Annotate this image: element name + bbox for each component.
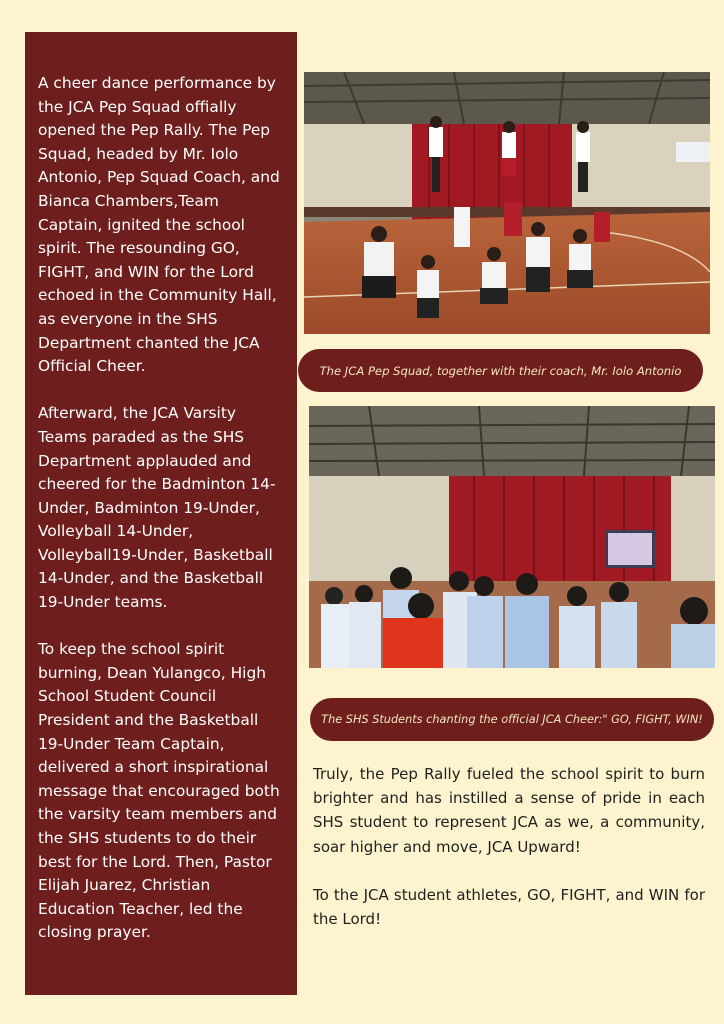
paragraph-closing: To keep the school spirit burning, Dean Yulangco, High School Student Council President and the Basketball 19-Under Team Captain, delivered a short inspirational message that encouraged both the varsity team members and the SHS students to do their best for the Lord. Then, Pastor Elijah Juarez, Christian Education Teacher, led the closing prayer. [38,640,280,942]
paragraph-pep-squad: A cheer dance performance by the JCA Pep Squad offially opened the Pep Rally. The Pep Squad, headed by Mr. Iolo Antonio, Pep Squad Coach, and Bianca Chambers,Team Captain, ignited the school spirit. The resounding GO, FIGHT, and WIN for the Lord echoed in the Community Hall, as everyone in the SHS Department chanted the JCA Official Cheer. [38,74,280,376]
right-article-text [313,762,705,956]
photo-shs-students [309,406,715,668]
caption-shs-students: The SHS Students chanting the official JCA Cheer:" GO, FIGHT, WIN! [310,698,714,741]
caption-pep-squad: The JCA Pep Squad, together with their coach, Mr. Iolo Antonio [298,349,703,392]
paragraph-conclusion: Truly, the Pep Rally fueled the school spirit to burn brighter and has instilled a sense of pride in each SHS student to represent JCA as we, a community, soar higher and move, JCA Upward! [313,765,705,856]
paragraph-varsity-teams: Afterward, the JCA Varsity Teams paraded as the SHS Department applauded and cheered for the Badminton 14-Under, Badminton 19-Under, Volleyball 14-Under, Volleyball19-Under, Basketball 14-Under, and the Basketball 19-Under teams. [38,404,276,612]
left-article-text [38,72,288,969]
paragraph-athletes: To the JCA student athletes, GO, FIGHT, and WIN for the Lord! [313,886,705,929]
photo-pep-squad [304,72,710,334]
